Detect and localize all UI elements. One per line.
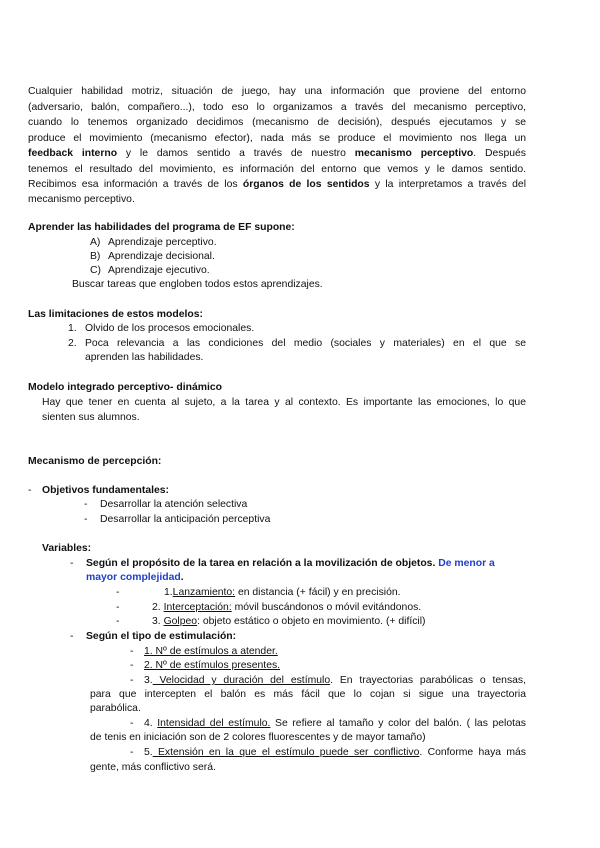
item-term: Golpeo	[163, 616, 198, 627]
estimulacion-item-4-cont: de tenis en iniciación son de 2 colores fluorescentes y de mayor tamaño)	[90, 732, 426, 743]
dash-bullet: -	[70, 558, 74, 569]
limitacion-item-2: Poca relevancia a las condiciones del medio (sociales y materiales) en el que se	[85, 338, 526, 349]
item-number: 3.	[144, 675, 153, 686]
list-marker: A)	[90, 237, 101, 248]
dash-bullet: -	[130, 660, 134, 671]
dash-bullet: -	[28, 485, 32, 496]
list-item-text: Aprendizaje ejecutivo.	[108, 265, 210, 276]
objetivo-item-2: Desarrollar la anticipación perceptiva	[100, 514, 271, 525]
limitaciones-heading: Las limitaciones de estos modelos:	[28, 309, 203, 320]
intro-line-5-end: . Después	[473, 148, 526, 159]
intro-line-7-end: y la interpretamos a través del	[369, 179, 526, 190]
modelo-heading: Modelo integrado perceptivo- dinámico	[28, 382, 222, 393]
aprender-item-c	[90, 264, 210, 277]
complejidad-highlight: mayor complejidad	[86, 572, 181, 583]
estimulacion-heading: Según el tipo de estimulación:	[86, 631, 237, 642]
modelo-line-2: sienten sus alumnos.	[42, 412, 140, 423]
item-text: móvil buscándonos o móvil evitándonos.	[231, 602, 422, 613]
intro-line-8: mecanismo perceptivo.	[28, 194, 135, 205]
intro-line-5	[28, 147, 526, 160]
item-number: 2.	[152, 602, 161, 613]
item-number: 5.	[144, 747, 153, 758]
aprender-item-b	[90, 250, 215, 263]
proposito-item-3	[152, 615, 426, 628]
estimulacion-item-1: 1. Nº de estímulos a atender.	[144, 646, 278, 657]
complejidad-highlight: De menor a	[438, 558, 495, 569]
intro-line-3: cuando lo tenemos organizado decidimos (mecanismo de decisión), después ejecutamos y se	[28, 117, 526, 128]
intro-line-6: tenemos el resultado del movimiento, es información del entorno que vemos y le damos sentido.	[28, 164, 526, 175]
dash-bullet: -	[84, 514, 88, 525]
estimulacion-item-4	[144, 717, 526, 730]
estimulacion-item-5-cont: gente, más conflictivo será.	[90, 762, 216, 773]
item-number: 3.	[152, 616, 161, 627]
aprender-heading: Aprender las habilidades del programa de EF supone:	[28, 222, 295, 233]
aprender-item-a	[90, 236, 217, 249]
list-marker: 1.	[68, 323, 77, 334]
item-term: Velocidad y duración del estímulo	[152, 675, 331, 686]
item-term: Lanzamiento:	[172, 587, 236, 598]
proposito-heading	[86, 557, 495, 570]
objetivos-heading: Objetivos fundamentales:	[42, 485, 170, 496]
organos-sentidos-term: órganos de los sentidos	[242, 179, 370, 190]
intro-line-1: Cualquier habilidad motriz, situación de juego, hay una información que proviene del entorno	[28, 86, 526, 97]
item-text: . En trayectorias parabólicas o tensas,	[330, 675, 527, 686]
estimulacion-item-2: 2. Nº de estímulos presentes.	[144, 660, 281, 671]
estimulacion-item-3-cont2: parabólica.	[90, 703, 141, 714]
item-term: Interceptación:	[163, 602, 232, 613]
list-marker: B)	[90, 251, 101, 262]
intro-line-4: produce el movimiento (mecanismo efector), nada más se produce el movimiento nos llega un	[28, 133, 526, 144]
item-text: : objeto estático o objeto en movimiento. (+ difícil)	[197, 616, 426, 627]
objetivo-item-1: Desarrollar la atención selectiva	[100, 499, 248, 510]
item-text: Se refiere al tamaño y color del balón. ( las pelotas	[270, 718, 526, 729]
dash-bullet: -	[116, 587, 120, 598]
limitacion-item-2-cont: aprenden las habilidades.	[85, 352, 204, 363]
list-item-text: Aprendizaje perceptivo.	[108, 237, 217, 248]
dash-bullet: -	[116, 602, 120, 613]
list-item-text: Olvido de los procesos emocionales.	[85, 323, 255, 334]
item-text: en distancia (+ fácil) y en precisión.	[235, 587, 401, 598]
modelo-line-1: Hay que tener en cuenta al sujeto, a la tarea y al contexto. Es importante las emociones, lo que	[42, 397, 526, 408]
limitacion-item-1	[68, 322, 255, 335]
item-text: . Conforme haya más	[419, 747, 526, 758]
item-number: 1.	[164, 587, 173, 598]
mecanismo-heading: Mecanismo de percepción:	[28, 456, 162, 467]
estimulacion-item-5	[144, 746, 526, 759]
dash-bullet: -	[84, 499, 88, 510]
feedback-interno-term: feedback interno	[28, 148, 118, 159]
item-term: Intensidad del estímulo.	[157, 718, 271, 729]
proposito-text: Según el propósito de la tarea en relación a la movilización de objetos.	[86, 558, 439, 569]
proposito-item-1	[164, 586, 401, 599]
proposito-dot: .	[180, 572, 184, 583]
dash-bullet: -	[70, 631, 74, 642]
dash-bullet: -	[116, 616, 120, 627]
estimulacion-item-3	[144, 674, 526, 687]
estimulacion-item-3-cont: para que intercepten el balón es más fácil que lo cojan si sigue una trayectoria	[90, 689, 526, 700]
intro-line-5-text: y le damos sentido a través de nuestro	[117, 148, 355, 159]
mecanismo-perceptivo-term: mecanismo perceptivo	[354, 148, 474, 159]
dash-bullet: -	[130, 718, 134, 729]
aprender-note: Buscar tareas que engloben todos estos aprendizajes.	[72, 279, 323, 290]
item-number: 4.	[144, 718, 153, 729]
dash-bullet: -	[130, 747, 134, 758]
proposito-heading-cont	[86, 571, 184, 584]
list-marker: C)	[90, 265, 101, 276]
intro-line-7-text: Recibimos esa información a través de los	[28, 179, 243, 190]
dash-bullet: -	[130, 675, 134, 686]
intro-line-7	[28, 178, 526, 191]
item-term: Extensión en la que el estímulo puede ser conflictivo	[152, 747, 420, 758]
proposito-item-2	[152, 601, 421, 614]
intro-line-2: (adversario, balón, compañero...), todo eso lo organizamos a través del mecanismo perceptivo,	[28, 102, 526, 113]
limitacion-item-2-marker: 2.	[68, 338, 77, 349]
variables-heading: Variables:	[42, 543, 92, 554]
dash-bullet: -	[130, 646, 134, 657]
list-item-text: Aprendizaje decisional.	[108, 251, 215, 262]
